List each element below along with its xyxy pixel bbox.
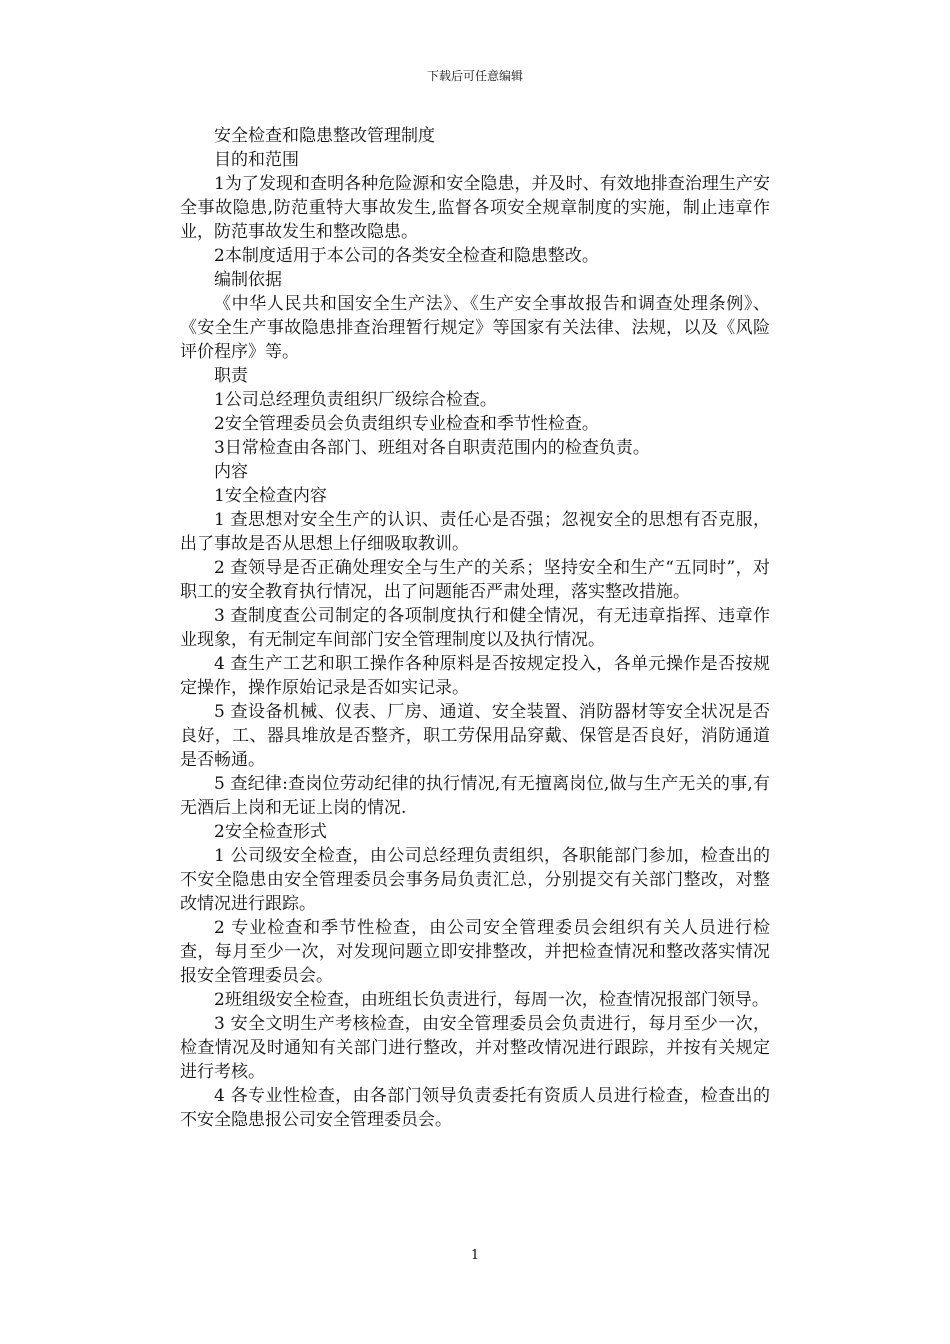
paragraph: 1公司总经理负责组织厂级综合检查。 [214, 390, 497, 410]
paragraph: 4 各专业性检查，由各部门领导负责委托有资质人员进行检查，检查出的不安全隐患报公司安全管理委员会。 [180, 1086, 770, 1130]
paragraph: 2 专业检查和季节性检查，由公司安全管理委员会组织有关人员进行检查，每月至少一次，对发现问题立即安排整改，并把检查情况和整改落实情况报安全管理委员会。 [180, 918, 770, 986]
subsection-heading: 2安全检查形式 [214, 822, 327, 842]
paragraph: 3 查制度查公司制定的各项制度执行和健全情况，有无违章指挥、违章作业现象，有无制定车间部门安全管理制度以及执行情况。 [180, 606, 770, 650]
paragraph: 2本制度适用于本公司的各类安全检查和隐患整改。 [214, 246, 599, 266]
paragraph: 1 公司级安全检查，由公司总经理负责组织，各职能部门参加，检查出的不安全隐患由安全管理委员会事务局负责汇总，分别提交有关部门整改，对整改情况进行跟踪。 [180, 846, 770, 914]
paragraph: 3 安全文明生产考核检查，由安全管理委员会负责进行，每月至少一次，检查情况及时通知有关部门进行整改，并对整改情况进行跟踪，并按有关规定进行考核。 [180, 1014, 770, 1082]
section-heading-content: 内容 [214, 462, 248, 482]
paragraph: 5 查纪律:查岗位劳动纪律的执行情况,有无擅离岗位,做与生产无关的事,有无酒后上岗和无证上岗的情况. [180, 774, 770, 818]
page-header: 下载后可任意编辑 [426, 69, 523, 83]
section-heading-basis: 编制依据 [214, 270, 282, 290]
document-body [180, 124, 770, 1132]
paragraph: 1 查思想对安全生产的认识、责任心是否强；忽视安全的思想有否克服，出了事故是否从思想上仔细吸取教训。 [180, 510, 770, 554]
doc-title: 安全检查和隐患整改管理制度 [214, 126, 435, 146]
paragraph: 2班组级安全检查，由班组长负责进行，每周一次，检查情况报部门领导。 [214, 990, 769, 1010]
paragraph: 《中华人民共和国安全生产法》、《生产安全事故报告和调查处理条例》、《安全生产事故隐患排查治理暂行规定》等国家有关法律、法规，以及《风险评价程序》等。 [180, 294, 770, 362]
section-heading-duties: 职责 [214, 366, 248, 386]
paragraph: 5 查设备机械、仪表、厂房、通道、安全装置、消防器材等安全状况是否良好，工、器具堆放是否整齐，职工劳保用品穿戴、保管是否良好，消防通道是否畅通。 [180, 702, 770, 770]
paragraph: 2安全管理委员会负责组织专业检查和季节性检查。 [214, 414, 599, 434]
paragraph: 3日常检查由各部门、班组对各自职责范围内的检查负责。 [214, 438, 650, 458]
section-heading-purpose: 目的和范围 [214, 150, 299, 170]
paragraph: 2 查领导是否正确处理安全与生产的关系；坚持安全和生产“五同时”，对职工的安全教育执行情况，出了问题能否严肃处理，落实整改措施。 [180, 558, 770, 602]
paragraph: 4 查生产工艺和职工操作各种原料是否按规定投入，各单元操作是否按规定操作，操作原始记录是否如实记录。 [180, 654, 770, 698]
paragraph: 1为了发现和查明各种危险源和安全隐患，并及时、有效地排查治理生产安全事故隐患,防范重特大事故发生,监督各项安全规章制度的实施，制止违章作业，防范事故发生和整改隐患。 [180, 174, 770, 242]
page-number: 1 [470, 1248, 480, 1263]
subsection-heading: 1安全检查内容 [214, 486, 327, 506]
